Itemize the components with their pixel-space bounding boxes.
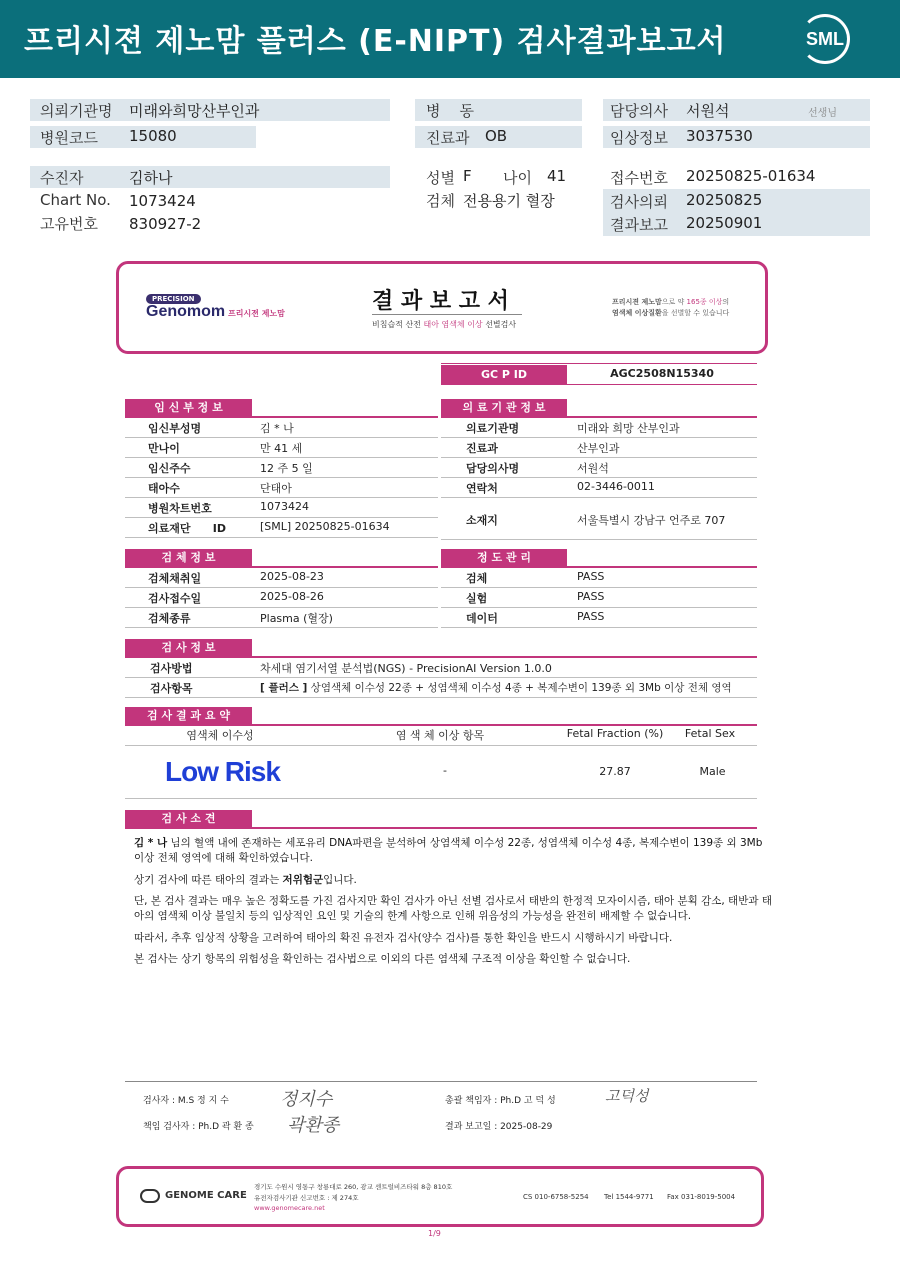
row-label: 담당의사명	[466, 462, 520, 475]
row-value: PASS	[577, 570, 605, 583]
subtitle-b: 태아 염색체 이상	[423, 320, 483, 329]
specimen-value: 전용용기 혈장	[463, 192, 555, 210]
row-label: 검사접수일	[148, 592, 202, 605]
tester-signature: 정지수	[280, 1089, 333, 1110]
ff-value: 27.87	[599, 765, 631, 778]
items-bold: [ 플러스 ]	[260, 682, 308, 694]
report-date-label: 결과 보고일 : 2025-08-29	[445, 1122, 553, 1132]
row-value: 서원석	[577, 462, 609, 475]
header-bar	[0, 0, 900, 78]
row-divider	[441, 477, 757, 478]
desc2-b: 을 선별할 수 있습니다	[661, 309, 730, 317]
row-label: 의료기관명	[466, 422, 520, 435]
sec-summary: 검 사 결 과 요 약	[125, 707, 252, 724]
items-value	[260, 680, 732, 695]
sec-pregnant-line	[125, 416, 438, 418]
row-divider	[125, 587, 438, 588]
sml-logo: SML	[800, 14, 850, 64]
inst-value: 미래와희망산부인과	[129, 102, 260, 120]
footer-tel: Tel 1544-9771	[604, 1193, 654, 1201]
row-divider	[125, 517, 438, 518]
rep-value: 20250901	[686, 214, 763, 232]
row-divider	[125, 627, 438, 628]
row-value: 김 * 나	[260, 422, 294, 435]
chief-label: 총괄 책임자 : Ph.D 고 덕 성	[445, 1096, 556, 1106]
inst-label: 의뢰기관명	[40, 102, 113, 120]
desc1-b: 으로 약	[661, 298, 687, 306]
uid-value: 830927-2	[129, 215, 202, 233]
row-divider	[441, 587, 757, 588]
footer-addr2: 유전자검사기관 신고번호 : 제 274호	[254, 1194, 359, 1202]
row-value: Plasma (혈장)	[260, 612, 333, 625]
sec-qc-line	[441, 566, 757, 568]
req-label: 검사의뢰	[610, 193, 668, 211]
row-value: 산부인과	[577, 442, 620, 455]
op2-c: 입니다.	[323, 874, 357, 886]
desc2-a: 염색체 이상질환	[612, 309, 662, 317]
row-label: 검체	[466, 572, 488, 585]
items-label: 검사항목	[150, 682, 193, 695]
row-value: 미래와 희망 산부인과	[577, 422, 680, 435]
report-subtitle	[372, 319, 516, 330]
sec-inst: 의 료 기 관 정 보	[441, 399, 567, 416]
age-value: 41	[547, 167, 567, 185]
summary-bottom-line	[125, 798, 757, 799]
sec-opinion: 검 사 소 견	[125, 810, 252, 827]
row-label: 실험	[466, 592, 488, 605]
sec-test: 검 사 정 보	[125, 639, 252, 656]
row-value: PASS	[577, 610, 605, 623]
doctor-value: 서원석	[686, 102, 730, 120]
sec-specimen: 검 체 정 보	[125, 549, 252, 566]
uid-label: 고유번호	[40, 215, 98, 233]
row-label: 병원차트번호	[148, 502, 212, 515]
sex-label: 성별	[426, 169, 455, 187]
col-sex: Fetal Sex	[684, 727, 736, 740]
row-value: 02-3446-0011	[577, 480, 655, 493]
items-text: 상염색체 이수성 22종 + 성염색체 이수성 4종 + 복제수변이 139종 외 3Mb 이상 전체 영역	[307, 682, 732, 694]
row-divider	[441, 437, 757, 438]
signature-line	[125, 1081, 757, 1082]
row-value: [SML] 20250825-01634	[260, 520, 390, 533]
gcpid-label: GC P ID	[441, 365, 567, 384]
opinion-3: 단, 본 검사 결과는 매우 높은 정확도를 가진 검사지만 확인 검사가 아닌 선별 검사로서 태반의 한정적 모자이시즘, 태아 분획 감소, 태반과 태아의 염색체 이상 불일치 등의 임상적인 요인 및 기술의 한계 사항으로 인해 위음성의 가능성을 완전히 배제할 수 없습니다.	[134, 895, 772, 922]
row-label: 진료과	[466, 442, 498, 455]
resp-label: 책임 검사자 : Ph.D 곽 환 종	[143, 1122, 254, 1132]
row-label: 만나이	[148, 442, 180, 455]
resp-signature: 곽환종	[287, 1115, 340, 1136]
row-divider	[441, 627, 757, 628]
clinical-label: 임상정보	[610, 129, 668, 147]
footer-url[interactable]: www.genomecare.net	[254, 1204, 325, 1212]
abnormal-value: -	[443, 764, 447, 777]
gcpid-bottom-line	[441, 384, 757, 385]
row-label: 소재지	[466, 514, 498, 527]
footer-fax: Fax 031-8019-5004	[667, 1193, 736, 1201]
code-label: 병원코드	[40, 129, 98, 147]
row-label: 검체채취일	[148, 572, 202, 585]
sec-pregnant: 임 신 부 정 보	[125, 399, 252, 416]
brand-genomom: Genomom	[146, 303, 226, 320]
desc1-a: 프리시젼 제노맘	[612, 298, 662, 306]
age-label: 나이	[503, 169, 532, 187]
sec-qc: 정 도 관 리	[441, 549, 567, 566]
opinion-4: 따라서, 추후 임상적 상황을 고려하여 태아의 확진 유전자 검사(양수 검사)를 통한 확인을 반드시 시행하시기 바랍니다.	[134, 932, 673, 944]
summary-header-line	[125, 745, 757, 746]
brand-precision-tag: PRECISION	[146, 294, 201, 304]
sec-summary-line	[125, 724, 757, 726]
row-divider	[441, 497, 757, 498]
footer-addr1: 경기도 수원시 영통구 창룡대로 260, 광교 센트럴비즈타워 8층 810호	[254, 1183, 453, 1191]
row-value: PASS	[577, 590, 605, 603]
row-divider	[125, 437, 438, 438]
row-divider	[441, 539, 757, 540]
row-value: 1073424	[260, 500, 309, 513]
brand-sub: 프리시젼 제노맘	[228, 309, 285, 318]
dept-label: 진료과	[426, 129, 470, 147]
row-divider	[125, 457, 438, 458]
req-value: 20250825	[686, 191, 763, 209]
row-value: 2025-08-23	[260, 570, 324, 583]
chart-label: Chart No.	[40, 191, 111, 209]
dept-value: OB	[485, 127, 508, 145]
field-name-bg	[30, 166, 390, 188]
row-value: 서울특별시 강남구 언주로 707	[577, 514, 726, 527]
col-abnormal: 염 색 체 이상 항목	[395, 729, 485, 742]
rep-label: 결과보고	[610, 216, 668, 234]
page-title: 프리시젼 제노맘 플러스 (E-NIPT) 검사결과보고서	[24, 24, 727, 59]
tester-label: 검사자 : M.S 정 지 수	[143, 1096, 229, 1106]
method-value: 차세대 염기서열 분석법(NGS) - PrecisionAI Version 1.0.0	[260, 662, 552, 675]
name-label: 수진자	[40, 169, 84, 187]
footer-company: GENOME CARE	[165, 1190, 247, 1201]
row-label: 임신부성명	[148, 422, 202, 435]
recv-value: 20250825-01634	[686, 167, 816, 185]
desc1-d: 의	[722, 298, 730, 306]
sec-opinion-line	[125, 827, 757, 829]
sex-value: F	[463, 167, 472, 185]
specimen-label: 검체	[426, 192, 455, 210]
sec-inst-line	[441, 416, 757, 418]
row-label: 태아수	[148, 482, 180, 495]
row-label: 연락처	[466, 482, 498, 495]
chief-signature: 고덕성	[605, 1087, 649, 1105]
ward-label: 병 동	[426, 102, 475, 120]
footer-cs: CS 010-6758-5254	[523, 1193, 589, 1201]
row-divider	[125, 607, 438, 608]
genome-care-icon	[140, 1189, 160, 1203]
row-value: 2025-08-26	[260, 590, 324, 603]
opinion-5: 본 검사는 상기 항목의 위험성을 확인하는 검사법으로 이외의 다른 염색체 구조적 이상을 확인할 수 없습니다.	[134, 953, 631, 965]
sec-test-line	[125, 656, 757, 658]
row-divider	[125, 497, 438, 498]
row-divider	[441, 607, 757, 608]
op1-name: 김 * 나	[134, 837, 168, 849]
row-value: 12 주 5 일	[260, 462, 313, 475]
sec-specimen-line	[125, 566, 438, 568]
recv-label: 접수번호	[610, 169, 668, 187]
doctor-suffix: 선생님	[808, 108, 837, 119]
desc1-c: 165종 이상	[686, 298, 723, 306]
subtitle-a: 비침습적 산전	[372, 320, 424, 329]
items-line	[125, 697, 757, 698]
row-label: 데이터	[466, 612, 498, 625]
page-number: 1/9	[428, 1229, 441, 1238]
gcpid-top-line	[441, 363, 757, 364]
row-label: 임신주수	[148, 462, 191, 475]
risk-result: Low Risk	[165, 756, 280, 787]
name-value: 김하나	[129, 169, 173, 187]
opinion-1	[134, 836, 774, 866]
op2-b: 저위험군	[282, 874, 324, 886]
col-ff: Fetal Fraction (%)	[566, 727, 664, 740]
report-title: 결 과 보 고 서	[372, 289, 509, 314]
method-line	[125, 677, 757, 678]
col-aneuploidy: 염색체 이수성	[186, 729, 254, 742]
method-label: 검사방법	[150, 662, 193, 675]
opinion-2	[134, 873, 774, 888]
op2-a: 상기 검사에 따른 태아의 결과는	[134, 874, 283, 886]
chart-value: 1073424	[129, 192, 196, 210]
row-divider	[125, 537, 438, 538]
title-underline	[372, 314, 522, 315]
code-value: 15080	[129, 127, 177, 145]
row-divider	[125, 477, 438, 478]
clinical-value: 3037530	[686, 127, 753, 145]
gcpid-value: AGC2508N15340	[610, 367, 714, 380]
report-desc-2	[612, 308, 729, 318]
row-value: 단태아	[260, 482, 292, 495]
row-label: 의료재단 ID	[148, 522, 226, 535]
report-desc-1	[612, 297, 729, 307]
subtitle-c: 선별검사	[482, 320, 517, 329]
row-label: 검체종류	[148, 612, 191, 625]
doctor-label: 담당의사	[610, 102, 668, 120]
row-divider	[441, 457, 757, 458]
op1-rest: 님의 혈액 내에 존재하는 세포유리 DNA파편을 분석하여 상염색체 이수성 22종, 성염색체 이수성 4종, 복제수변이 139종 외 3Mb 이상 전체 영역에 대해 확인하였습니다.	[134, 837, 763, 864]
row-value: 만 41 세	[260, 442, 303, 455]
sex-value-result: Male	[699, 765, 726, 778]
